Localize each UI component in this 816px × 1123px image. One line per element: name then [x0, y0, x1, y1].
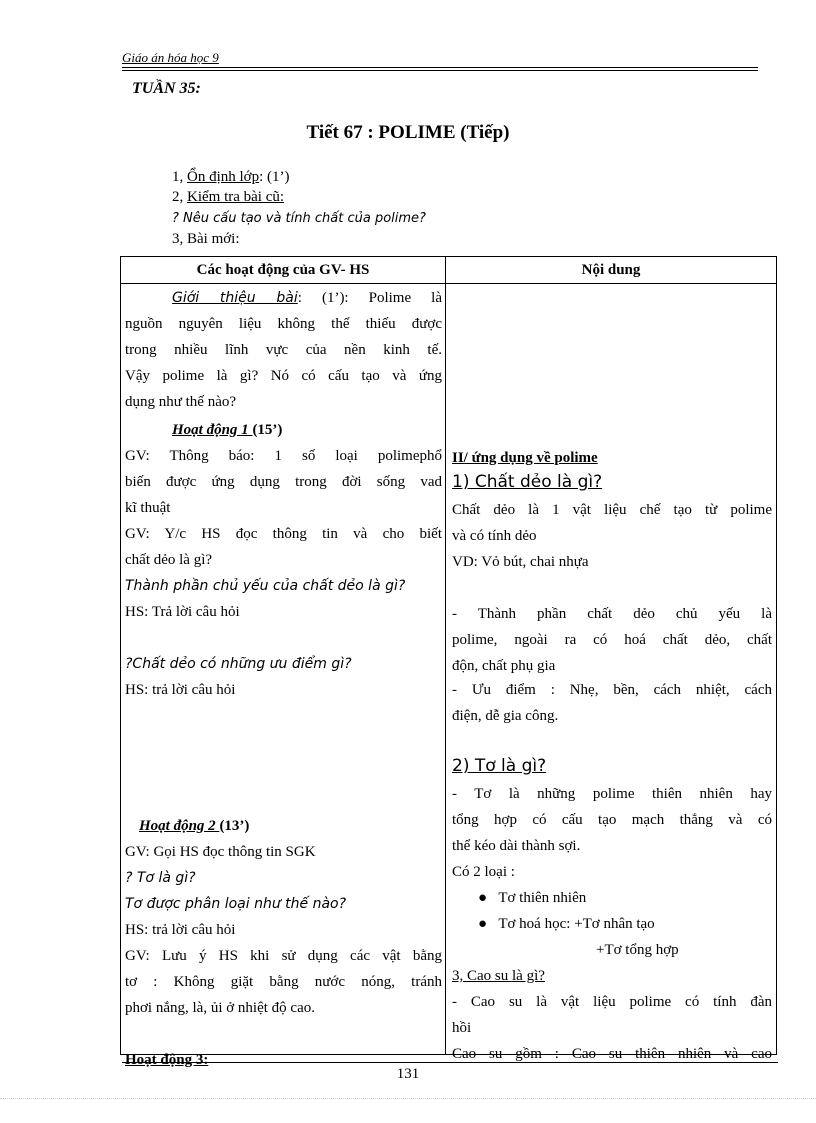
text-line: và có tính dẻo — [452, 528, 537, 544]
intro-step-3: 3, Bài mới: — [172, 231, 240, 247]
activities-cell — [121, 284, 446, 1068]
text-line: kĩ thuật — [125, 500, 171, 516]
text-line: GV: Thông báo: 1 số loại polimephổ — [125, 448, 442, 464]
header-rule — [122, 67, 758, 68]
question-line: Thành phần chủ yếu của chất dẻo là gì? — [125, 578, 406, 594]
text-line: tổng hợp có cấu tạo mạch thẳng và có — [452, 812, 772, 828]
intro-step-2: 2, Kiểm tra bài cũ: — [172, 189, 285, 205]
sub-item: +Tơ tổng hợp — [596, 942, 679, 958]
header-rule-thin — [122, 70, 758, 71]
text-line: - Tơ là những polime thiên nhiên hay — [452, 786, 772, 802]
section-heading: II/ ứng dụng về polime — [452, 450, 598, 466]
text-line: GV: Gọi HS đọc thông tin SGK — [125, 844, 316, 860]
text-line: độn, chất phụ gia — [452, 658, 556, 674]
intro-step-1: 1, Ổn định lớp: (1’) — [172, 169, 290, 185]
text-line: hồi — [452, 1020, 472, 1036]
subheading-fiber: 2) Tơ là gì? — [452, 756, 547, 776]
content-cell — [446, 284, 777, 1062]
column-header-content: Nội dung — [446, 257, 777, 284]
intro-line: Giới thiệu bài: (1’): Polime là — [172, 290, 442, 306]
subheading-plastics: 1) Chất dẻo là gì? — [452, 472, 603, 492]
bullet-item: ● Tơ thiên nhiên — [478, 890, 587, 906]
activity-1-heading: Hoạt động 1 (15’) — [172, 422, 283, 438]
text-line: GV: Y/c HS đọc thông tin và cho biết — [125, 526, 442, 542]
activity-2-heading: Hoạt động 2 (13’) — [139, 818, 250, 834]
text-line: - Ưu điểm : Nhẹ, bền, cách nhiệt, cách — [452, 682, 772, 698]
text-line: Vậy polime là gì? Nó có cấu tạo và ứng — [125, 368, 442, 384]
week-label: TUẦN 35: — [132, 80, 201, 97]
text-line: Chất dẻo là 1 vật liệu chế tạo từ polime — [452, 502, 772, 518]
text-line: tơ : Không giặt bằng nước nóng, tránh — [125, 974, 442, 990]
column-header-activities: Các hoạt động của GV- HS — [121, 257, 446, 284]
lesson-title: Tiết 67 : POLIME (Tiếp) — [306, 122, 510, 143]
text-line: chất dẻo là gì? — [125, 552, 213, 568]
review-question: ? Nêu cấu tạo và tính chất của polime? — [172, 211, 426, 226]
text-line: điện, dễ gia công. — [452, 708, 559, 724]
text-line: - Thành phần chất dẻo chủ yếu là — [452, 606, 772, 622]
text-line: trong nhiều lĩnh vực của nền kinh tế. — [125, 342, 442, 358]
text-line: nguồn nguyên liệu không thể thiếu được — [125, 316, 442, 332]
text-line: biến được ứng dụng trong đời sống vad — [125, 474, 442, 490]
text-line: HS: trả lời câu hỏi — [125, 922, 236, 938]
text-line: - Cao su là vật liệu polime có tính đàn — [452, 994, 772, 1010]
text-line: dụng như thế nào? — [125, 394, 237, 410]
subheading-rubber: 3, Cao su là gì? — [452, 968, 545, 984]
lesson-table — [120, 256, 777, 1068]
question-line: ?Chất dẻo có những ưu điểm gì? — [125, 656, 352, 672]
bullet-item: ● Tơ hoá học: +Tơ nhân tạo — [478, 916, 655, 932]
question-line: ? Tơ là gì? — [125, 870, 196, 886]
text-line: thể kéo dài thành sợi. — [452, 838, 581, 854]
text-line: VD: Vỏ bút, chai nhựa — [452, 554, 589, 570]
question-line: Tơ được phân loại như thế nào? — [125, 896, 347, 912]
text-line: HS: trả lời câu hỏi — [125, 682, 236, 698]
text-line: phơi nắng, là, ủi ở nhiệt độ cao. — [125, 1000, 315, 1016]
page-edge — [0, 1098, 816, 1099]
document-header: Giáo án hóa học 9 — [122, 50, 219, 65]
text-line: polime, ngoài ra có hoá chất dẻo, chất — [452, 632, 772, 648]
text-line: GV: Lưu ý HS khi sử dụng các vật bằng — [125, 948, 442, 964]
text-line: Có 2 loại : — [452, 864, 515, 880]
activity-3-heading: Hoạt động 3: — [125, 1052, 209, 1068]
text-line: HS: Trả lời câu hỏi — [125, 604, 240, 620]
page-number: 131 — [396, 1066, 420, 1082]
footer-rule — [122, 1062, 778, 1063]
text-line: Cao su gồm : Cao su thiên nhiên và cao — [452, 1046, 772, 1062]
